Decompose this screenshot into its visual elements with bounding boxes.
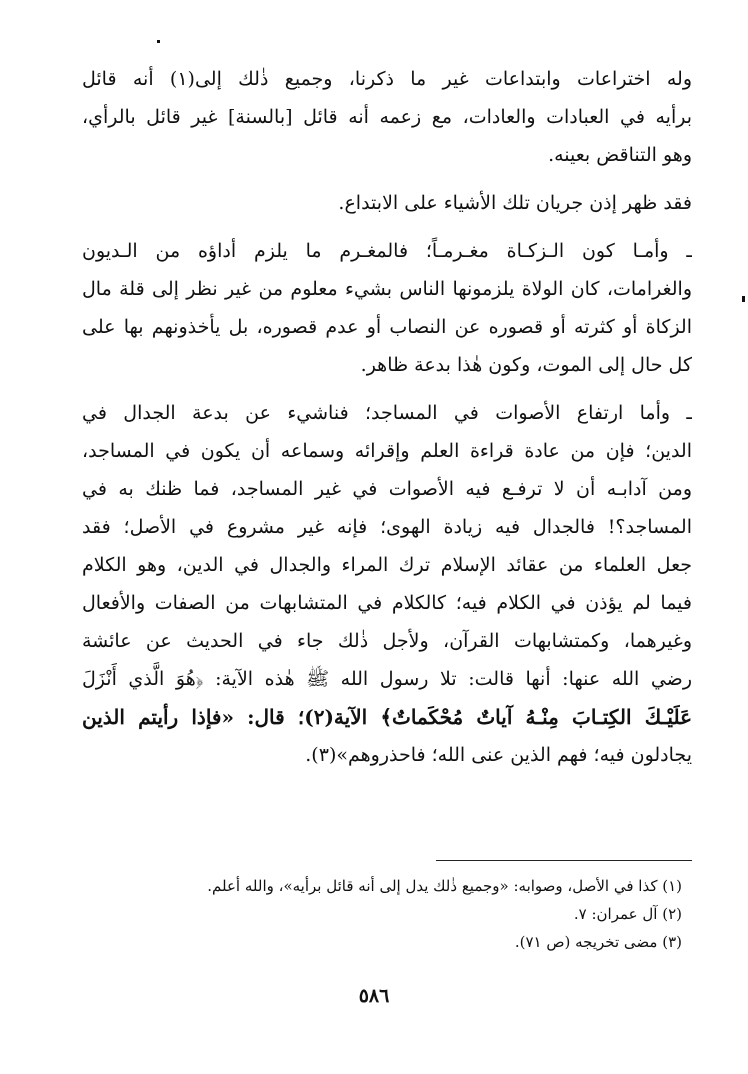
paragraph-1: [82, 60, 692, 174]
footnote-3: (٣) مضى تخريجه (ص ٧١).: [514, 933, 682, 951]
paragraph-2: [82, 184, 692, 222]
text-line: يجادلون فيه؛ فهم الذين عنى الله؛ فاحذروهم»(٣).: [305, 744, 692, 766]
text-line: ومن آدابـه أن لا ترفـع فيه الأصوات في غير المساجد، فما ظنك به في: [82, 478, 692, 500]
text-line: الزكاة أو كثرته أو قصوره عن النصاب أو عدم قصوره، بل يأخذونهم بها على: [82, 316, 692, 338]
text-line: الدين؛ فإن من عادة قراءة العلم وإقرائه وسماعه أن يكون في المساجد،: [82, 440, 692, 462]
text-line: برأيه في العبادات والعادات، مع زعمه أنه قائل [بالسنة] غير قائل بالرأي،: [82, 106, 692, 128]
footnote-1: (١) كذا في الأصل، وصوابه: «وجميع ذٰلك يدل إلى أنه قائل برأيه»، والله أعلم.: [207, 877, 682, 895]
footnote-2: (٢) آل عمران: ٧.: [573, 905, 682, 923]
text-line: كل حال إلى الموت، وكون هٰذا بدعة ظاهر.: [360, 354, 692, 376]
text-line: فقد ظهر إذن جريان تلك الأشياء على الابتداع.: [338, 192, 692, 214]
text-line: والغرامات، كان الولاة يلزمونها الناس بشيء معلوم من غير نظر إلى قلة مال: [82, 278, 692, 300]
text-line: وهو التناقض بعينه.: [548, 144, 692, 166]
paragraph-4: [82, 394, 692, 774]
scan-speck: [742, 296, 745, 302]
paragraph-3: [82, 232, 692, 384]
main-text: [82, 60, 692, 774]
text-line: رضي الله عنها: أنها قالت: تلا رسول الله ﷺ هٰذه الآية: ﴿هُوَ الَّذي أَنْزَلَ: [82, 668, 692, 690]
text-line: ـ وأما ارتفاع الأصوات في المساجد؛ فناشيء عن بدعة الجدال في: [82, 402, 692, 424]
footnote-separator: [436, 860, 692, 861]
text-line: ـ وأمـا كون الـزكـاة مغـرمـاً؛ فالمغـرم ما يلزم أداؤه من الـديون: [82, 240, 692, 262]
scan-speck: [157, 40, 160, 43]
text-line: وغيرهما، وكمتشابهات القرآن، ولأجل ذٰلك جاء في الحديث عن عائشة: [82, 630, 692, 652]
text-line: جعل العلماء من عقائد الإسلام ترك المراء والجدال في الدين، وهو الكلام: [82, 554, 692, 576]
page-number: ٥٨٦: [358, 985, 390, 1007]
quran-verse-line: عَلَيْـكَ الكِتـابَ مِنْـهُ آياتٌ مُحْكَماتٌ﴾ الآية(٢)؛ قال: «فإذا رأيتم الذين: [82, 705, 692, 729]
footnotes: [82, 872, 682, 956]
text-line: فيما لم يؤذن في الكلام فيه؛ كالكلام في المتشابهات من الصفات والأفعال: [82, 592, 692, 614]
text-line: وله اختراعات وابتداعات غير ما ذكرنا، وجميع ذٰلك إلى(١) أنه قائل: [82, 68, 692, 90]
text-line: المساجد؟! فالجدال فيه زيادة الهوى؛ فإنه غير مشروع في الأصل؛ فقد: [82, 516, 692, 538]
